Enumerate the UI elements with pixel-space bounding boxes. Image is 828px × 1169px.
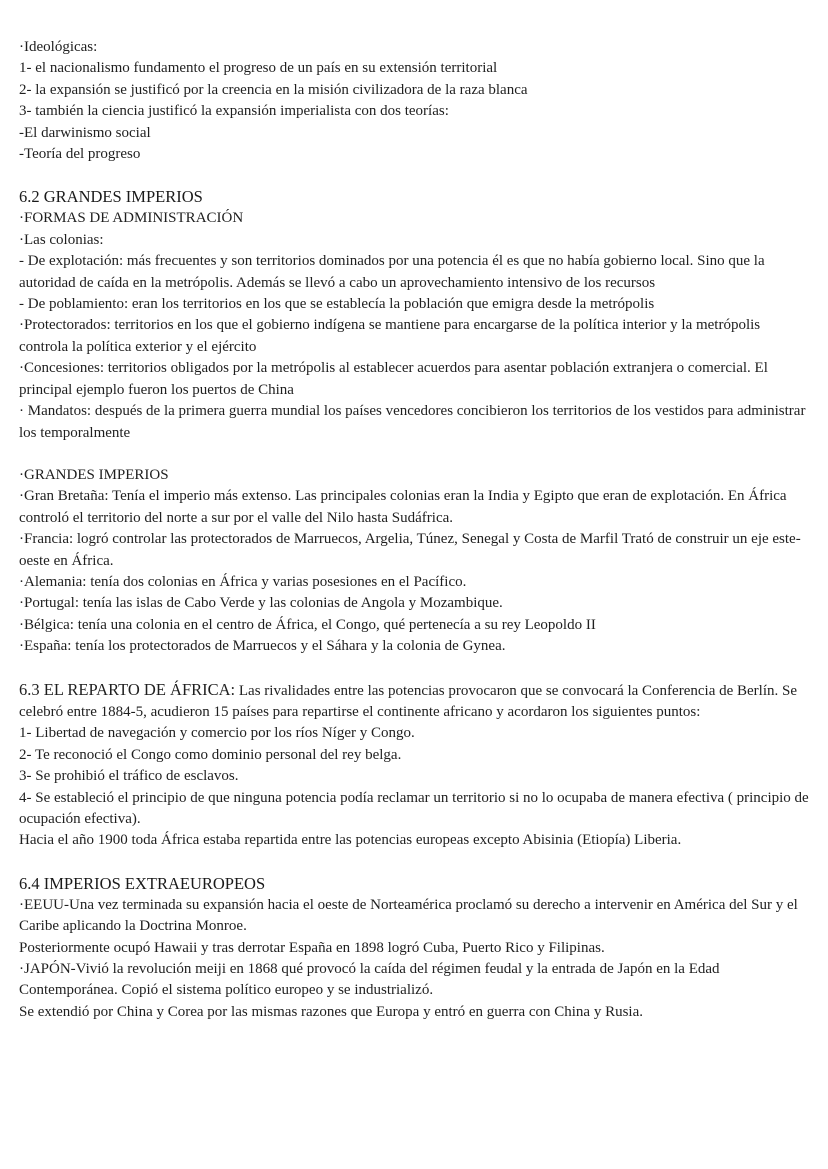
eeuu-followup: Posteriormente ocupó Hawaii y tras derrotar España en 1898 logró Cuba, Puerto Rico y Filipinas. bbox=[19, 939, 605, 956]
section-6-3 bbox=[19, 679, 809, 852]
ideologicas-line-5: -Teoría del progreso bbox=[19, 146, 141, 163]
mandatos-item: · Mandatos: después de la primera guerra mundial los países vencedores concibieron los territorios de los vestidos para administrar los temporalmente bbox=[19, 403, 806, 441]
belgica-item: ·Bélgica: tenía una colonia en el centro de África, el Congo, qué pertenecía a su rey Leopoldo II bbox=[19, 616, 596, 633]
gran-bretana-item: ·Gran Bretaña: Tenía el imperio más extenso. Las principales colonias eran la India y Egipto que eran de explotación. En África controló el territorio del norte a sur por el valle del Nilo hasta Sudáfrica. bbox=[19, 488, 787, 526]
portugal-item: ·Portugal: tenía las islas de Cabo Verde y las colonias de Angola y Mozambique. bbox=[19, 595, 503, 612]
spacer bbox=[19, 852, 809, 873]
spacer bbox=[19, 658, 809, 679]
document-page bbox=[19, 37, 809, 1023]
ideologicas-title: ·Ideológicas: bbox=[19, 39, 98, 55]
protectorados-item: ·Protectorados: territorios en los que el gobierno indígena se mantiene para encargarse de la política interior y la metrópolis controla la política exterior y el ejército bbox=[19, 317, 761, 355]
eeuu-item: ·EEUU-Una vez terminada su expansión hacia el oeste de Norteamérica proclamó su derecho a intervenir en América del Sur y el Caribe aplicando la Doctrina Monroe. bbox=[19, 896, 798, 935]
spacer bbox=[19, 444, 809, 465]
reparto-point-2: 2- Te reconoció el Congo como dominio personal del rey belga. bbox=[19, 746, 402, 763]
section-ideologicas bbox=[19, 37, 809, 165]
ideologicas-line-2: 2- la expansión se justificó por la creencia en la misión civilizadora de la raza blanca bbox=[19, 81, 528, 98]
section-6-2 bbox=[19, 186, 809, 443]
reparto-intro-text: Las rivalidades entre las potencias provocaron que se convocará la Conferencia de Berlín. Se celebró entre 1884-5, acudieron 15 países para repartirse el continente africano y acordaron los siguientes puntos: bbox=[19, 682, 797, 720]
japon-item: ·JAPÓN-Vivió la revolución meiji en 1868 qué provocó la caída del régimen feudal y la entrada de Japón en la Edad Contemporánea. Copió el sistema político europeo y se industrializó. bbox=[19, 961, 720, 999]
poblamiento-item: - De poblamiento: eran los territorios en los que se establecía la población que emigra desde la metrópolis bbox=[19, 296, 655, 313]
reparto-point-4: 4- Se estableció el principio de que ninguna potencia podía reclamar un territorio si no lo ocupaba de manera efectiva ( principio de ocupación efectiva). bbox=[19, 789, 809, 827]
section-heading-6-4: 6.4 IMPERIOS EXTRAEUROPEOS bbox=[19, 873, 266, 893]
reparto-point-3: 3- Se prohibió el tráfico de esclavos. bbox=[19, 768, 239, 785]
explotacion-item: - De explotación: más frecuentes y son territorios dominados por una potencia él es que no había gobierno local. Sino que la autoridad de caída en la metrópolis. Además se llevó a cabo un aprovechamiento intensivo de los recursos bbox=[19, 253, 765, 291]
spacer bbox=[19, 165, 809, 186]
alemania-item: ·Alemania: tenía dos colonias en África y varias posesiones en el Pacífico. bbox=[19, 573, 467, 590]
reparto-closing: Hacia el año 1900 toda África estaba repartida entre las potencias europeas excepto Abisinia (Etiopía) Liberia. bbox=[19, 832, 682, 849]
japon-followup: Se extendió por China y Corea por las mismas razones que Europa y entró en guerra con China y Rusia. bbox=[19, 1003, 644, 1020]
colonias-label: ·Las colonias: bbox=[19, 231, 104, 248]
ideologicas-line-4: -El darwinismo social bbox=[19, 124, 151, 141]
section-grandes-imperios bbox=[19, 465, 809, 658]
formas-administracion-subheading: ·FORMAS DE ADMINISTRACIÓN bbox=[19, 210, 244, 227]
ideologicas-line-3: 3- también la ciencia justificó la expansión imperialista con dos teorías: bbox=[19, 103, 449, 120]
grandes-imperios-heading: ·GRANDES IMPERIOS bbox=[19, 466, 169, 483]
section-heading-6-3: 6.3 EL REPARTO DE ÁFRICA: bbox=[19, 679, 236, 699]
ideologicas-line-1: 1- el nacionalismo fundamento el progreso de un país en su extensión territorial bbox=[19, 60, 498, 77]
concesiones-item: ·Concesiones: territorios obligados por la metrópolis al establecer acuerdos para asentar población extranjera o comercial. El principal ejemplo fueron los puertos de China bbox=[19, 360, 768, 398]
reparto-intro-paragraph bbox=[19, 679, 809, 724]
reparto-point-1: 1- Libertad de navegación y comercio por los ríos Níger y Congo. bbox=[19, 725, 415, 742]
section-6-4 bbox=[19, 873, 809, 1023]
francia-item: ·Francia: logró controlar las protectorados de Marruecos, Argelia, Túnez, Senegal y Costa de Marfil Trató de construir un eje este-oeste en África. bbox=[19, 531, 801, 569]
espana-item: ·España: tenía los protectorados de Marruecos y el Sáhara y la colonia de Gynea. bbox=[19, 638, 506, 655]
section-heading-6-2: 6.2 GRANDES IMPERIOS bbox=[19, 187, 203, 207]
